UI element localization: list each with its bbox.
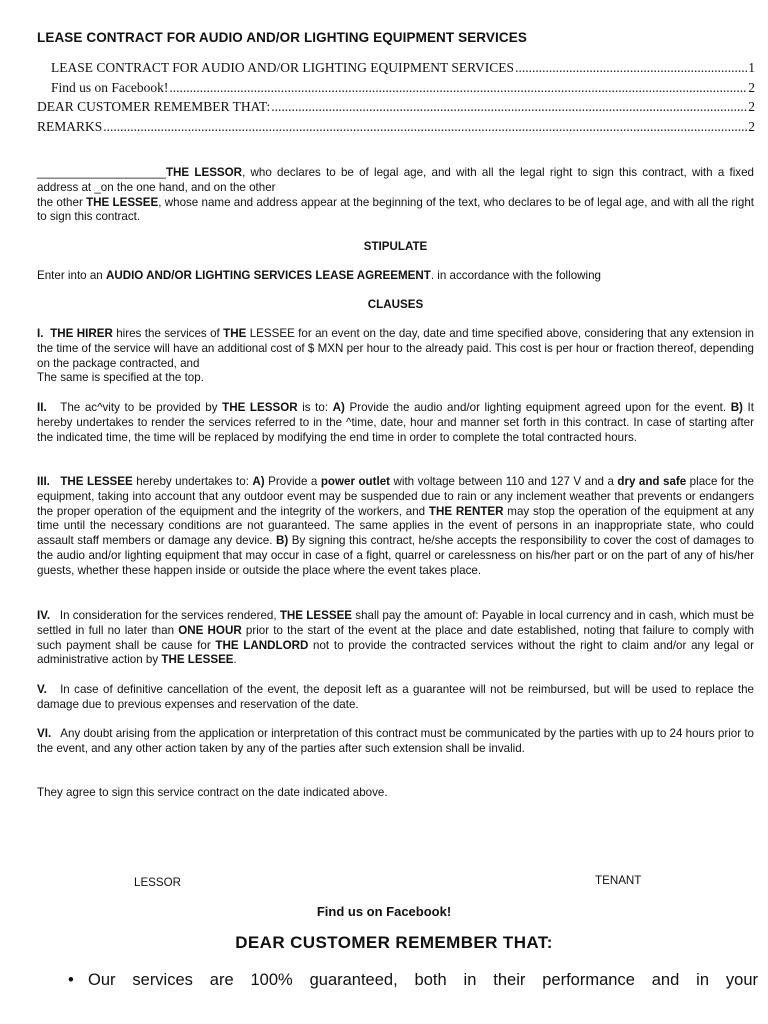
clause-number: IV. <box>37 609 51 622</box>
clause-text: place for the equipment, taking into account that any outdoor event may be suspended due to rain or any inclement weather that prevents or endangers the proper operation of the equipment and the integrity of the workers, and <box>37 475 755 518</box>
toc-entry-page: 2 <box>748 118 755 134</box>
toc-leader <box>515 60 747 76</box>
clauses-heading: CLAUSES <box>367 298 424 311</box>
intro-text: , who declares to be of legal age, and with all the legal right to sign this contract, with a fixed address at _on the one hand, and on the other <box>37 166 754 194</box>
toc-entry[interactable] <box>37 119 755 139</box>
facebook-heading[interactable]: Find us on Facebook! <box>316 904 452 919</box>
table-of-contents <box>37 60 755 138</box>
intro-text: , whose name and address appear at the beginning of the text, who declares to be of legal age, and with all the right to sign this contract. <box>37 195 754 224</box>
agreement-statement: They agree to sign this service contract on the date indicated above. <box>37 786 388 799</box>
clause-4 <box>37 609 754 668</box>
clause-bold: THE LESSEE <box>161 653 234 667</box>
toc-leader <box>103 119 747 135</box>
agreement-name: AUDIO AND/OR LIGHTING SERVICES LEASE AGREEMENT <box>105 269 431 282</box>
list-item <box>68 971 758 990</box>
clause-number: I. <box>37 327 44 340</box>
toc-entry[interactable] <box>37 60 755 80</box>
clause-3 <box>37 475 754 579</box>
party-lessor: THE LESSOR <box>165 166 243 179</box>
party-lessee: THE LESSEE <box>86 195 159 209</box>
blank-line: ____________________ <box>37 166 166 179</box>
clause-text: In consideration for the services rendered, <box>59 609 280 622</box>
intro-paragraph <box>37 166 754 225</box>
clause-text: The same is specified at the top. <box>37 371 204 385</box>
toc-entry-label: REMARKS <box>37 118 103 134</box>
clause-text: In case of definitive cancellation of the event, the deposit left as a guarantee will not be reimbursed, but will be used to replace the damage due to previous expenses and reservation of the date. <box>37 683 754 711</box>
clause-bold: THE LESSEE <box>60 475 133 488</box>
clause-text: Provide a <box>264 475 321 488</box>
clause-bold: THE LANDLORD <box>215 638 309 652</box>
clause-text: may stop the operation of the equipment at any time until the necessary conditions are not guaranteed. The same applies in the event of persons in an inappropriate state, who could assault staff members or damage any device. <box>37 504 754 548</box>
clause-bold: THE HIRER <box>50 327 113 340</box>
enter-paragraph <box>37 269 754 284</box>
clause-text: LESSEE for an event on the day, date and time specified above, considering that any extension in the time of the service will have an additional cost of $ MXN per hour to the already paid. This cost is per hour or fraction thereof, depending on the package contracted, and <box>37 327 754 370</box>
toc-entry[interactable] <box>37 99 755 119</box>
clause-text: shall pay the amount of: Payable in local currency and in cash, which must be settled in full no later than <box>37 609 754 637</box>
clause-text: By signing this contract, he/she accepts the responsibility to cover the cost of damages to the audio and/or lighting equipment that may occur in case of a fight, quarrel or carelessness on his/her part or on the part of any of his/her guests, whether these happen inside or outside the place where the event takes place. <box>37 534 754 577</box>
toc-entry-page: 1 <box>748 60 755 75</box>
clause-text: Any doubt arising from the application or interpretation of this contract must be communicated by the parties with up to 24 hours prior to the event, and any other action taken by any of the parties after such extension shall be invalid. <box>37 727 754 755</box>
clause-number: III. <box>37 475 50 488</box>
toc-entry-label: LEASE CONTRACT FOR AUDIO AND/OR LIGHTING EQUIPMENT SERVICES <box>51 60 515 75</box>
clause-bold: A) <box>332 401 345 414</box>
clause-text: hires the services of <box>112 327 224 340</box>
clause-bold: THE LESSOR <box>222 401 298 414</box>
signature-tenant: TENANT <box>595 874 642 887</box>
clause-text: prior to the start of the event at the place and date established, noting that failure to comply with such payment shall be cause for <box>37 623 755 652</box>
enter-text: Enter into an <box>37 269 106 282</box>
clause-6 <box>37 727 754 757</box>
signature-lessor: LESSOR <box>134 876 182 889</box>
toc-leader <box>169 80 747 96</box>
clause-bold: power outlet <box>320 475 391 488</box>
clause-text: hereby undertakes to: <box>132 475 253 488</box>
clause-2 <box>37 401 754 445</box>
intro-text: the other <box>37 195 87 209</box>
clause-1 <box>37 327 754 386</box>
clause-text: . <box>233 653 237 667</box>
dear-customer-heading: DEAR CUSTOMER REMEMBER THAT: <box>235 933 553 952</box>
clause-text: not to provide the contracted services without the right to claim and/or any legal or administrative action by <box>37 638 754 667</box>
clause-bold: dry and safe <box>617 475 687 488</box>
stipulate-heading: STIPULATE <box>363 240 428 253</box>
clause-text: It hereby undertakes to render the services referred to in the ^time, date, hour and manner set forth in this contract. In case of starting after the indicated time, the time will be replaced by modifying the end time in order to complete the total contracted hours. <box>37 401 754 444</box>
clause-text: The ac^vity to be provided by <box>60 401 223 414</box>
toc-entry[interactable] <box>37 80 755 100</box>
clause-bold: B) <box>275 534 289 548</box>
document-title: LEASE CONTRACT FOR AUDIO AND/OR LIGHTING EQUIPMENT SERVICES <box>37 30 527 45</box>
clause-text: is to: <box>297 401 333 414</box>
clause-bold: THE <box>223 327 247 340</box>
bullet-icon: • <box>68 971 74 989</box>
clause-5 <box>37 683 754 713</box>
clause-bold: B) <box>730 401 743 414</box>
clause-number: VI. <box>37 727 52 740</box>
toc-leader <box>271 99 747 115</box>
clause-bold: THE RENTER <box>428 504 504 518</box>
clause-bold: A) <box>252 475 265 488</box>
toc-entry-label: Find us on Facebook! <box>51 79 169 95</box>
enter-text: . in accordance with the following <box>430 269 601 282</box>
toc-entry-label: DEAR CUSTOMER REMEMBER THAT: <box>37 99 271 114</box>
toc-entry-page: 2 <box>748 79 755 95</box>
clause-bold: ONE HOUR <box>178 623 242 637</box>
clause-number: V. <box>37 683 47 696</box>
list-item-text: Our services are 100% guaranteed, both in their performance and in your <box>88 971 758 989</box>
clause-text: with voltage between 110 and 127 V and a <box>390 475 618 488</box>
toc-entry-page: 2 <box>748 99 755 114</box>
clause-bold: THE LESSEE <box>279 609 353 622</box>
clause-text: Provide the audio and/or lighting equipment agreed upon for the event. <box>344 401 731 414</box>
clause-number: II. <box>37 401 47 414</box>
